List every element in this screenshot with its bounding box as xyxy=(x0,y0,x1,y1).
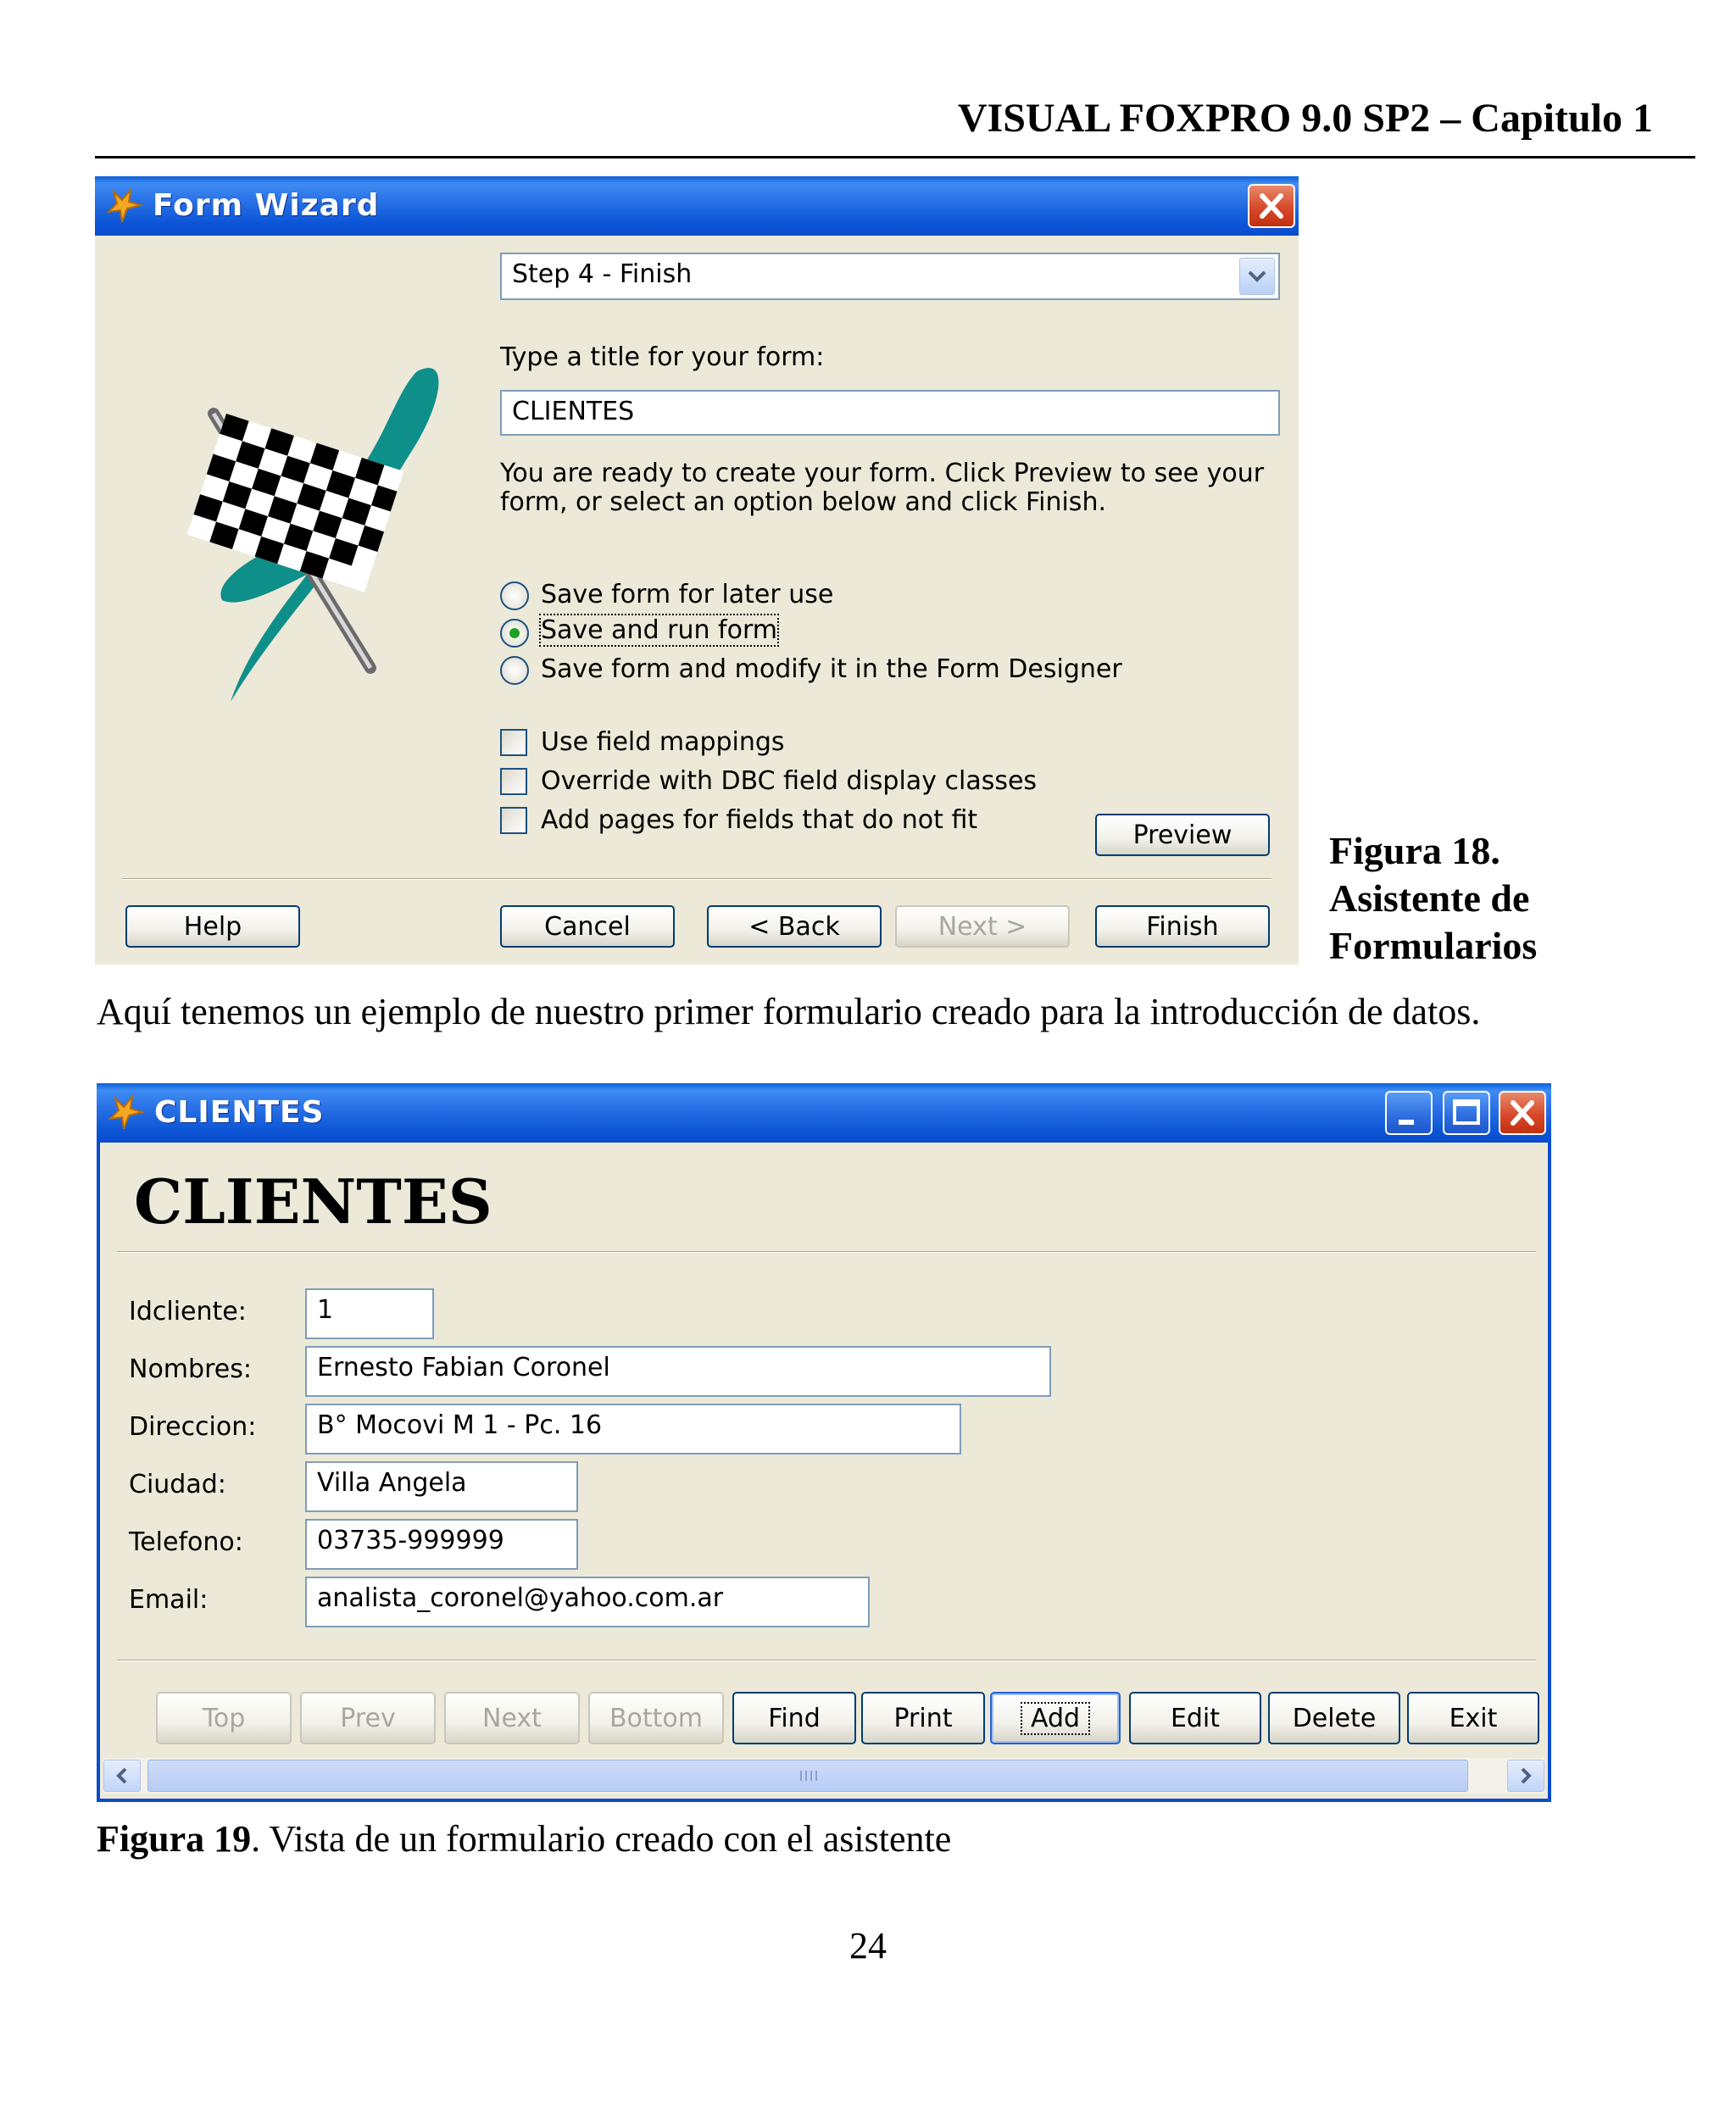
chevron-down-icon[interactable] xyxy=(1239,258,1275,295)
description-line-1: You are ready to create your form. Click Preview to see your xyxy=(500,459,1265,488)
intro-paragraph: Aquí tenemos un ejemplo de nuestro primer formulario creado para la introducción de datos. xyxy=(97,991,1481,1032)
cancel-button[interactable]: Cancel xyxy=(500,905,675,948)
description-line-2: form, or select an option below and click Finish. xyxy=(500,487,1106,517)
field-label-idcliente: Idcliente: xyxy=(129,1297,247,1327)
finish-button[interactable]: Finish xyxy=(1095,905,1270,948)
fox-icon xyxy=(105,186,144,225)
radio-save-later-label[interactable]: Save form for later use xyxy=(541,580,834,609)
field-label-telefono: Telefono: xyxy=(129,1527,243,1557)
top-button[interactable]: Top xyxy=(156,1692,292,1744)
next-button[interactable]: Next > xyxy=(895,905,1070,948)
preview-button[interactable]: Preview xyxy=(1095,814,1270,856)
figure19-caption-label: Figura 19 xyxy=(97,1818,252,1860)
clientes-window-title: CLIENTES xyxy=(154,1095,325,1130)
clientes-window xyxy=(97,1083,1551,1802)
prev-button[interactable]: Prev xyxy=(300,1692,436,1744)
page-header: VISUAL FOXPRO 9.0 SP2 – Capitulo 1 xyxy=(957,96,1653,141)
form-title-input[interactable]: CLIENTES xyxy=(500,390,1280,436)
wizard-close-button[interactable] xyxy=(1248,184,1295,228)
close-icon xyxy=(1249,186,1294,226)
form-title-label: Type a title for your form: xyxy=(500,342,825,372)
horizontal-scrollbar[interactable] xyxy=(103,1758,1544,1794)
bottom-button[interactable]: Bottom xyxy=(588,1692,724,1744)
edit-button[interactable]: Edit xyxy=(1129,1692,1261,1744)
chevron-left-icon xyxy=(115,1767,129,1784)
checkbox-field-mappings-label[interactable]: Use field mappings xyxy=(541,727,785,757)
print-button[interactable]: Print xyxy=(861,1692,985,1744)
field-label-ciudad: Ciudad: xyxy=(129,1470,226,1499)
figure18-caption xyxy=(1329,827,1537,970)
idcliente-input[interactable]: 1 xyxy=(305,1288,434,1339)
checkbox-override-dbc[interactable] xyxy=(500,768,527,795)
scroll-right-button[interactable] xyxy=(1507,1760,1544,1792)
close-icon xyxy=(1500,1093,1544,1133)
field-label-email: Email: xyxy=(129,1585,209,1615)
figure18-caption-line-1: Figura 18. xyxy=(1329,829,1500,872)
checkbox-add-pages[interactable] xyxy=(500,807,527,834)
clientes-close-button[interactable] xyxy=(1499,1091,1546,1135)
delete-button[interactable]: Delete xyxy=(1268,1692,1400,1744)
fox-icon xyxy=(107,1093,146,1132)
heading-separator xyxy=(117,1251,1536,1253)
step-select[interactable] xyxy=(500,253,1280,300)
checkbox-add-pages-label[interactable]: Add pages for fields that do not fit xyxy=(541,805,978,835)
back-button[interactable]: < Back xyxy=(707,905,882,948)
radio-save-modify-label[interactable]: Save form and modify it in the Form Designer xyxy=(541,654,1122,684)
step-select-value: Step 4 - Finish xyxy=(512,259,693,289)
radio-save-and-run[interactable] xyxy=(500,619,529,648)
figure19-caption xyxy=(97,1817,951,1861)
radio-save-later[interactable] xyxy=(500,581,529,610)
chevron-right-icon xyxy=(1519,1767,1533,1784)
figure19-caption-text: . Vista de un formulario creado con el asistente xyxy=(251,1818,952,1860)
add-button[interactable]: Add xyxy=(990,1692,1121,1744)
field-label-nombres: Nombres: xyxy=(129,1354,252,1384)
header-rule xyxy=(95,156,1695,159)
email-input[interactable]: analista_coronel@yahoo.com.ar xyxy=(305,1577,870,1627)
checkbox-field-mappings[interactable] xyxy=(500,729,527,756)
field-label-direccion: Direccion: xyxy=(129,1412,257,1442)
checkered-flag-icon xyxy=(154,354,476,727)
clientes-titlebar[interactable] xyxy=(97,1083,1551,1143)
next-record-button[interactable]: Next xyxy=(444,1692,580,1744)
wizard-separator xyxy=(122,878,1271,880)
wizard-title: Form Wizard xyxy=(153,188,380,223)
nombres-input[interactable]: Ernesto Fabian Coronel xyxy=(305,1346,1051,1397)
help-button[interactable]: Help xyxy=(125,905,300,948)
page-number: 24 xyxy=(849,1925,887,1966)
minimize-button[interactable] xyxy=(1385,1091,1433,1135)
find-button[interactable]: Find xyxy=(732,1692,856,1744)
form-wizard-window xyxy=(95,176,1299,965)
ciudad-input[interactable]: Villa Angela xyxy=(305,1461,578,1512)
checkbox-override-dbc-label[interactable]: Override with DBC field display classes xyxy=(541,766,1038,796)
buttons-separator xyxy=(117,1660,1536,1661)
maximize-button[interactable] xyxy=(1443,1091,1490,1135)
telefono-input[interactable]: 03735-999999 xyxy=(305,1519,578,1570)
radio-save-modify[interactable] xyxy=(500,656,529,685)
scroll-left-button[interactable] xyxy=(103,1760,141,1792)
minimize-icon xyxy=(1387,1093,1431,1133)
scroll-thumb[interactable] xyxy=(147,1760,1468,1792)
exit-button[interactable]: Exit xyxy=(1407,1692,1539,1744)
wizard-description xyxy=(500,459,1264,517)
wizard-titlebar[interactable] xyxy=(95,176,1299,236)
figure18-caption-line-3: Formularios xyxy=(1329,924,1538,967)
form-heading: CLIENTES xyxy=(134,1165,492,1238)
figure18-caption-line-2: Asistente de xyxy=(1329,876,1530,920)
maximize-icon xyxy=(1444,1093,1488,1133)
grip-icon xyxy=(798,1769,818,1783)
radio-save-and-run-label[interactable]: Save and run form xyxy=(541,615,777,645)
direccion-input[interactable]: B° Mocovi M 1 - Pc. 16 xyxy=(305,1404,961,1454)
